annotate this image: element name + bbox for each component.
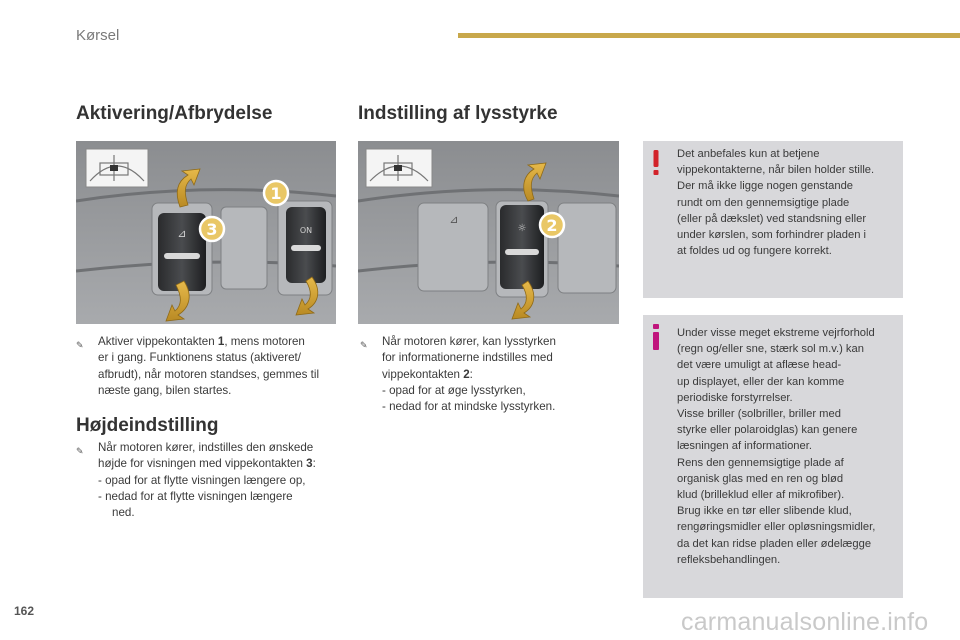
note-line: rengøringsmidler eller opløsningsmidler,: [677, 521, 876, 534]
page-number: 162: [14, 604, 35, 618]
note-line: periodiske forstyrrelser.: [677, 391, 793, 404]
brightness-text: ✎ Når motoren kører, kan lysstyrken for informationerne indstilles med vippekontakten 2: - opad for at øge lysstyrken, - nedad for at mindske lysstyrken.: [360, 335, 556, 414]
note-line: (regn og/eller sne, stærk sol m.v.) kan: [677, 343, 864, 356]
note-line: under kørslen, som forhindrer pladen i: [677, 229, 867, 242]
note-line: Under visse meget ekstreme vejrforhold: [677, 327, 875, 339]
heading-activation: Aktivering/Afbrydelse: [76, 103, 273, 124]
warning-text: [677, 146, 901, 259]
info-text: [677, 325, 901, 568]
badge-1: 1: [270, 184, 282, 203]
note-line: det være umuligt at aflæse head-: [677, 359, 842, 372]
note-line: refleksbehandlingen.: [677, 553, 781, 566]
note-line: up displayet, eller der kan komme: [677, 375, 845, 388]
svg-text:ON: ON: [299, 226, 313, 235]
height-text: ✎ Når motoren kører, indstilles den ønskede højde for visningen med vippekontakten 3: - opad for at flytte visningen længere op, - nedad for at flytte visningen længere ned.: [76, 441, 316, 520]
note-line: Brug ikke en tør eller slibende klud,: [677, 505, 852, 518]
note-line: Der må ikke ligge nogen genstande: [677, 180, 854, 193]
note-line: rundt om den gennemsigtige plade: [677, 196, 850, 209]
note-line: vippekontakterne, når bilen holder stille.: [677, 164, 875, 177]
accent-bar: [458, 33, 960, 38]
warning-note: [643, 141, 903, 298]
note-line: Det anbefales kun at betjene: [677, 148, 820, 160]
info-icon: [651, 324, 661, 350]
badge-3: 3: [206, 220, 218, 239]
note-line: organisk glas med en ren og blød: [677, 472, 844, 485]
bullet-icon: ✎: [76, 446, 84, 456]
section-title: Kørsel: [76, 27, 120, 44]
badge-2: 2: [546, 216, 558, 235]
bullet-icon: ✎: [360, 340, 368, 350]
note-line: da det kan ridse pladen eller ødelægge: [677, 537, 872, 550]
heading-height: Højdeindstilling: [76, 415, 219, 436]
exclamation-icon: [650, 150, 662, 176]
bullet-icon: ✎: [76, 340, 84, 350]
illustration-brightness: [358, 141, 619, 324]
activation-text: ✎ Aktiver vippekontakten 1, mens motoren er i gang. Funktionens status (aktiveret/ afbrudt), når motoren standses, gemmes til næste gang, bilen startes.: [76, 335, 320, 397]
note-line: (eller på dækslet) ved standsning eller: [677, 212, 867, 225]
watermark: carmanualsonline.info: [681, 608, 929, 636]
heading-brightness: Indstilling af lysstyrke: [358, 103, 558, 124]
info-note: [643, 315, 903, 598]
note-line: at foldes ud og fungere korrekt.: [677, 245, 832, 258]
svg-text:⊿: ⊿: [177, 227, 187, 240]
note-line: Rens den gennemsigtige plade af: [677, 456, 844, 469]
svg-text:⊿: ⊿: [449, 213, 459, 226]
note-line: klud (brilleklud eller af mikrofiber).: [677, 489, 845, 502]
note-line: Visse briller (solbriller, briller med: [677, 408, 841, 421]
svg-text:☼: ☼: [517, 223, 527, 234]
illustration-activation: [76, 141, 336, 324]
note-line: styrke eller polaroidglas) kan genere: [677, 424, 858, 437]
note-line: læsningen af informationer.: [677, 440, 812, 453]
